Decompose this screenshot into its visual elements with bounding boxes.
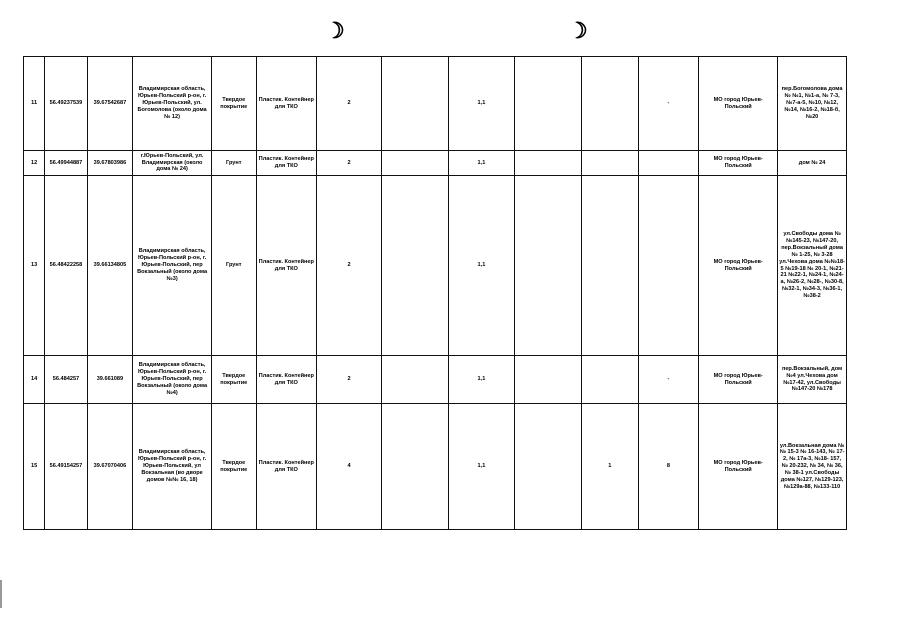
empty-cell bbox=[381, 176, 448, 356]
empty-cell bbox=[515, 404, 582, 530]
row-number: 12 bbox=[24, 151, 45, 176]
empty-cell bbox=[515, 356, 582, 404]
scan-mark-left: ☽ bbox=[325, 18, 345, 44]
latitude-cell: 56.49154257 bbox=[45, 404, 87, 530]
extra-volume-cell: 8 bbox=[638, 404, 699, 530]
surface-cell: Грунт bbox=[212, 176, 256, 356]
surface-cell: Твердое покрытие bbox=[212, 356, 256, 404]
owner-cell: МО город Юрьев-Польский bbox=[699, 404, 778, 530]
volume-cell: 1,1 bbox=[448, 404, 515, 530]
table-row bbox=[24, 151, 847, 176]
volume-cell: 1,1 bbox=[448, 57, 515, 151]
row-number: 15 bbox=[24, 404, 45, 530]
table-row bbox=[24, 57, 847, 151]
container-type-cell: Пластик. Контейнер для ТКО bbox=[256, 151, 317, 176]
address-cell: Владимирская область, Юрьев-Польский р-он, г. Юрьев-Польский, пер Вокзальный (около дома №4) bbox=[133, 356, 212, 404]
container-count-cell: 2 bbox=[317, 176, 382, 356]
extra-count-cell: 1 bbox=[582, 404, 639, 530]
extra-count-cell bbox=[582, 57, 639, 151]
empty-cell bbox=[381, 404, 448, 530]
empty-cell bbox=[381, 57, 448, 151]
volume-cell: 1,1 bbox=[448, 356, 515, 404]
owner-cell: МО город Юрьев-Польский bbox=[699, 176, 778, 356]
table-row bbox=[24, 356, 847, 404]
container-type-cell: Пластик. Контейнер для ТКО bbox=[256, 176, 317, 356]
volume-cell: 1,1 bbox=[448, 151, 515, 176]
houses-cell: пер.Вокзальный, дом №4 ул.Чехова дом №17-42, ул.Свободы №147-20 №178 bbox=[778, 356, 847, 404]
container-count-cell: 2 bbox=[317, 151, 382, 176]
latitude-cell: 56.49237539 bbox=[45, 57, 87, 151]
container-type-cell: Пластик. Контейнер для ТКО bbox=[256, 356, 317, 404]
extra-volume-cell: - bbox=[638, 57, 699, 151]
table-row bbox=[24, 404, 847, 530]
owner-cell: МО город Юрьев-Польский bbox=[699, 57, 778, 151]
houses-cell: пер.Богомолова дома № №1, №1-а, № 7-3, №7-а-5, №10, №12, №14, №16-2, №18-б, №20 bbox=[778, 57, 847, 151]
longitude-cell: 39.67542687 bbox=[87, 57, 132, 151]
row-number: 14 bbox=[24, 356, 45, 404]
extra-volume-cell bbox=[638, 176, 699, 356]
table-row bbox=[24, 176, 847, 356]
address-cell: Владимирская область, Юрьев-Польский р-он, г. Юрьев-Польский, пер Вокзальный (около дома №3) bbox=[133, 176, 212, 356]
longitude-cell: 39.67803986 bbox=[87, 151, 132, 176]
longitude-cell: 39.66134805 bbox=[87, 176, 132, 356]
longitude-cell: 39.67070406 bbox=[87, 404, 132, 530]
extra-count-cell bbox=[582, 176, 639, 356]
surface-cell: Твердое покрытие bbox=[212, 57, 256, 151]
longitude-cell: 39.661089 bbox=[87, 356, 132, 404]
volume-cell: 1,1 bbox=[448, 176, 515, 356]
container-count-cell: 2 bbox=[317, 57, 382, 151]
registry-table bbox=[23, 56, 847, 530]
container-type-cell: Пластик. Контейнер для ТКО bbox=[256, 57, 317, 151]
latitude-cell: 56.484257 bbox=[45, 356, 87, 404]
latitude-cell: 56.49944887 bbox=[45, 151, 87, 176]
container-count-cell: 4 bbox=[317, 404, 382, 530]
address-cell: Владимирская область, Юрьев-Польский р-он, г. Юрьев-Польский, ул. Богомолова (около дома № 12) bbox=[133, 57, 212, 151]
scan-mark-right: ☽ bbox=[568, 18, 588, 44]
houses-cell: ул.Свободы дома №№145-23, №147-20, пер.Вокзальный дома № 1-25, № 3-28 ул.Чехова дома №№18-5 №19-18 № 20-1, №21-21 №22-1, №24-1, №24-а, №26-2, №28-, №30-8, №32-1, №34-3, №36-1, №38-2 bbox=[778, 176, 847, 356]
empty-cell bbox=[515, 176, 582, 356]
surface-cell: Грунт bbox=[212, 151, 256, 176]
container-count-cell: 2 bbox=[317, 356, 382, 404]
address-cell: Владимирская область, Юрьев-Польский р-он, г. Юрьев-Польский, ул Вокзальная (во дворе домов №№ 16, 18) bbox=[133, 404, 212, 530]
houses-cell: ул.Вокзальная дома № № 15-3 № 16-143, № 17-2, № 17а-3, №18- 157, № 20-232, № 34, № 36, № 38-1 ул.Свободы дома №127, №129-123, №129а-88, №133-110 bbox=[778, 404, 847, 530]
surface-cell: Твердое покрытие bbox=[212, 404, 256, 530]
empty-cell bbox=[381, 151, 448, 176]
owner-cell: МО город Юрьев-Польский bbox=[699, 151, 778, 176]
container-type-cell: Пластик. Контейнер для ТКО bbox=[256, 404, 317, 530]
empty-cell bbox=[515, 151, 582, 176]
empty-cell bbox=[381, 356, 448, 404]
houses-cell: дом № 24 bbox=[778, 151, 847, 176]
extra-count-cell bbox=[582, 151, 639, 176]
extra-volume-cell: - bbox=[638, 356, 699, 404]
owner-cell: МО город Юрьев-Польский bbox=[699, 356, 778, 404]
scan-edge-mark bbox=[0, 580, 2, 608]
row-number: 13 bbox=[24, 176, 45, 356]
empty-cell bbox=[515, 57, 582, 151]
address-cell: г.Юрьев-Польский, ул. Владимирская (около дома № 24) bbox=[133, 151, 212, 176]
row-number: 11 bbox=[24, 57, 45, 151]
extra-volume-cell bbox=[638, 151, 699, 176]
latitude-cell: 56.48422258 bbox=[45, 176, 87, 356]
extra-count-cell bbox=[582, 356, 639, 404]
